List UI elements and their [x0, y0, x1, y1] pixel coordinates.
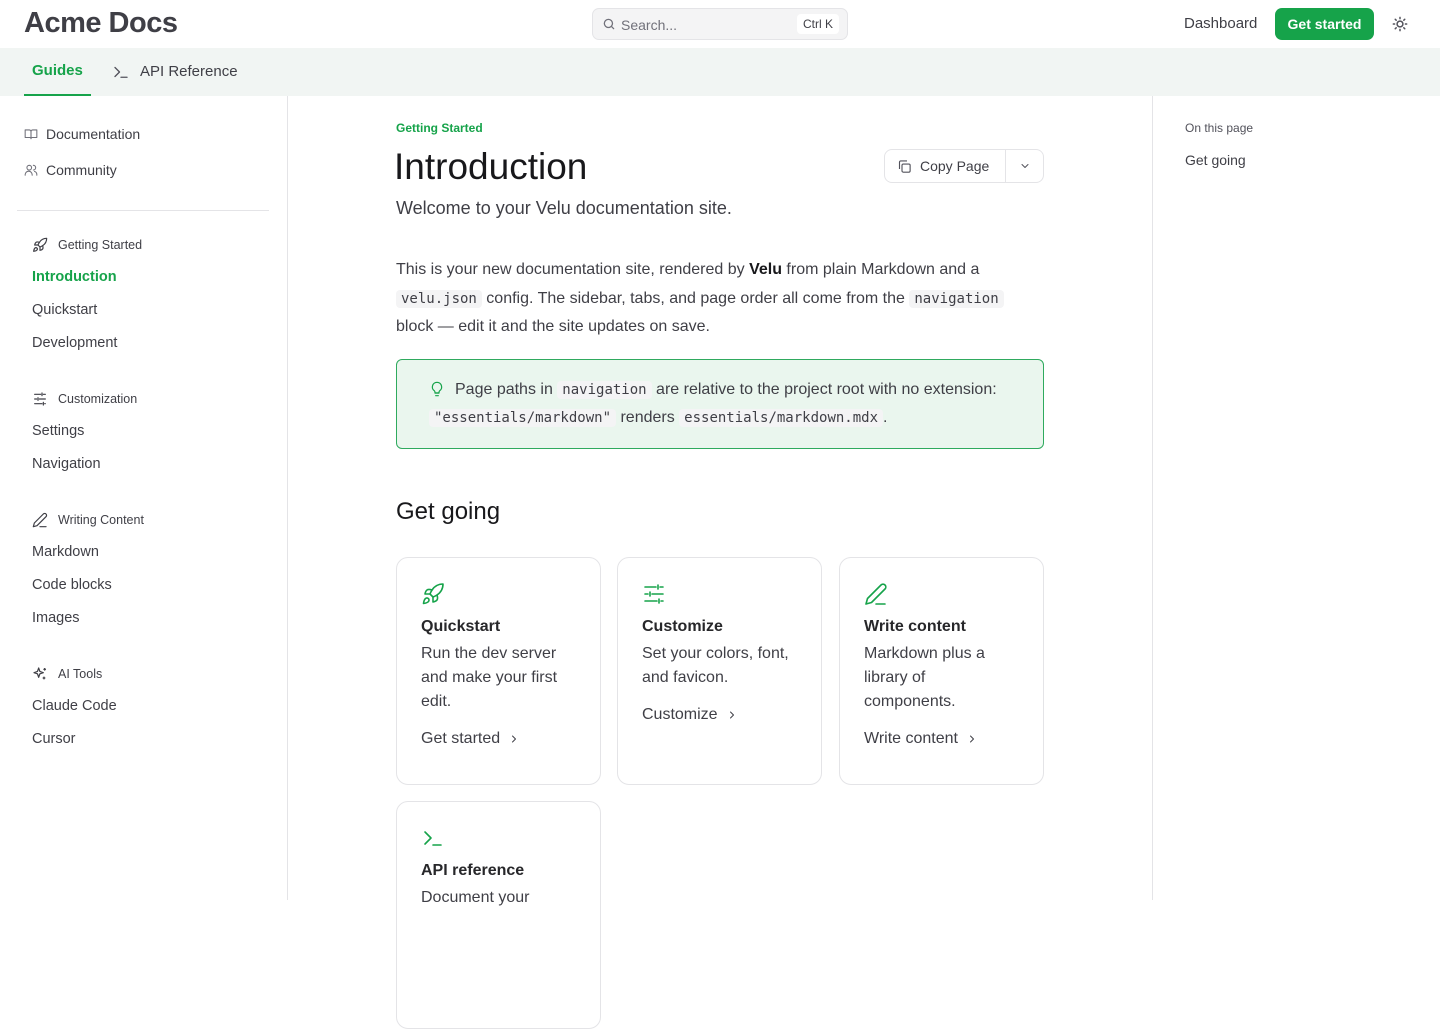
text: renders	[616, 409, 680, 426]
sparkles-icon	[32, 666, 48, 682]
card-description: Document your	[421, 889, 530, 906]
card-write-content[interactable]	[839, 557, 1044, 785]
left-sidebar	[0, 96, 288, 900]
terminal-icon	[421, 826, 445, 850]
inline-code: essentials/markdown.mdx	[679, 409, 883, 427]
card-description: Markdown plus a library of components.	[864, 645, 985, 710]
group-writing-content	[32, 512, 144, 528]
card-link-get-started[interactable]	[421, 730, 576, 748]
sidebar-item-development[interactable]: Development	[32, 335, 118, 351]
rocket-icon	[421, 582, 445, 606]
sidebar-item-navigation[interactable]: Navigation	[32, 456, 101, 472]
copy-icon	[897, 159, 912, 174]
sidebar-item-cursor[interactable]: Cursor	[32, 731, 76, 747]
chevron-right-icon	[966, 733, 978, 745]
card-quickstart[interactable]	[396, 557, 601, 785]
text: config. The sidebar, tabs, and page order all come from the	[481, 289, 910, 307]
pencil-icon	[32, 512, 48, 528]
search-box[interactable]	[592, 8, 848, 40]
section-heading-get-going: Get going	[396, 498, 501, 525]
search-shortcut-badge: Ctrl K	[797, 14, 839, 34]
chevron-right-icon	[508, 733, 520, 745]
group-title: AI Tools	[58, 667, 103, 681]
search-input[interactable]	[621, 15, 781, 35]
sidebar-link-label: Community	[46, 162, 117, 178]
sliders-icon	[32, 391, 48, 407]
sidebar-item-introduction[interactable]: Introduction	[32, 269, 117, 285]
search-icon	[602, 17, 616, 31]
card-title: Customize	[642, 618, 723, 635]
sidebar-item-markdown[interactable]: Markdown	[32, 544, 99, 560]
card-link-label: Get started	[421, 730, 501, 747]
copy-page-label: Copy Page	[920, 158, 990, 174]
text: .	[883, 409, 888, 426]
text: from plain Markdown and a	[781, 261, 980, 278]
sidebar-divider	[17, 210, 269, 211]
text: block — edit it and the site updates on save.	[396, 318, 710, 335]
card-description: Run the dev server and make your first edit.	[421, 645, 558, 710]
inline-code: navigation	[909, 290, 1003, 308]
copy-page-control	[884, 149, 1044, 183]
inline-code: "essentials/markdown"	[429, 409, 616, 427]
card-link-label: Write content	[864, 730, 958, 747]
sidebar-item-settings[interactable]: Settings	[32, 423, 85, 439]
card-description: Set your colors, font, and favicon.	[642, 645, 789, 686]
page-subtitle: Welcome to your Velu documentation site.	[396, 198, 732, 218]
group-title: Writing Content	[58, 513, 144, 527]
sidebar-link-documentation[interactable]	[24, 126, 140, 142]
sidebar-link-community[interactable]	[24, 162, 117, 178]
card-link-customize[interactable]	[642, 706, 797, 724]
toc-item-get-going[interactable]: Get going	[1185, 152, 1246, 168]
pencil-icon	[864, 582, 888, 606]
tab-guides[interactable]: Guides	[24, 48, 91, 96]
copy-page-button[interactable]	[885, 150, 1005, 182]
lightbulb-icon	[429, 381, 445, 397]
card-api-reference[interactable]	[396, 801, 601, 1029]
dashboard-link[interactable]: Dashboard	[1184, 15, 1258, 32]
top-header	[0, 0, 1440, 48]
tabs-bar	[0, 48, 1440, 96]
inline-code: velu.json	[396, 290, 482, 308]
sidebar-item-images[interactable]: Images	[32, 610, 80, 626]
tab-api-reference-label: API Reference	[140, 63, 238, 80]
inline-code: navigation	[557, 381, 651, 399]
sidebar-item-claude-code[interactable]: Claude Code	[32, 698, 117, 714]
card-link-write-content[interactable]	[864, 730, 1019, 748]
group-title: Customization	[58, 392, 138, 406]
chevron-down-icon	[1019, 160, 1031, 172]
sidebar-link-label: Documentation	[46, 126, 141, 142]
bold-text: Velu	[749, 261, 782, 278]
get-started-button[interactable]: Get started	[1275, 8, 1374, 40]
book-icon	[24, 127, 38, 141]
main-content	[288, 96, 1152, 906]
sidebar-item-quickstart[interactable]: Quickstart	[32, 302, 98, 318]
copy-page-menu-button[interactable]	[1006, 150, 1044, 182]
group-customization	[32, 391, 137, 407]
card-title: API reference	[421, 862, 525, 879]
card-customize[interactable]	[617, 557, 822, 785]
site-logo[interactable]: Acme Docs	[24, 7, 178, 39]
text: Page paths in	[455, 381, 558, 398]
rocket-icon	[32, 237, 48, 253]
tip-callout	[396, 359, 1044, 449]
card-link-label: Customize	[642, 706, 718, 723]
page-eyebrow: Getting Started	[396, 121, 483, 135]
intro-paragraph	[396, 256, 1044, 342]
sliders-icon	[642, 582, 666, 606]
sidebar-item-code-blocks[interactable]: Code blocks	[32, 577, 112, 593]
chevron-right-icon	[726, 709, 738, 721]
tab-api-reference[interactable]	[112, 48, 238, 96]
table-of-contents	[1152, 96, 1440, 900]
card-title: Write content	[864, 618, 966, 635]
page-title: Introduction	[394, 146, 588, 187]
group-getting-started	[32, 237, 142, 253]
users-icon	[24, 163, 38, 177]
card-title: Quickstart	[421, 618, 501, 635]
sun-icon[interactable]	[1390, 14, 1410, 34]
terminal-icon	[112, 63, 130, 81]
group-ai-tools	[32, 666, 102, 682]
group-title: Getting Started	[58, 238, 143, 252]
text: This is your new documentation site, rendered by	[396, 261, 750, 278]
toc-heading: On this page	[1185, 121, 1254, 135]
text: are relative to the project root with no extension:	[651, 381, 997, 398]
